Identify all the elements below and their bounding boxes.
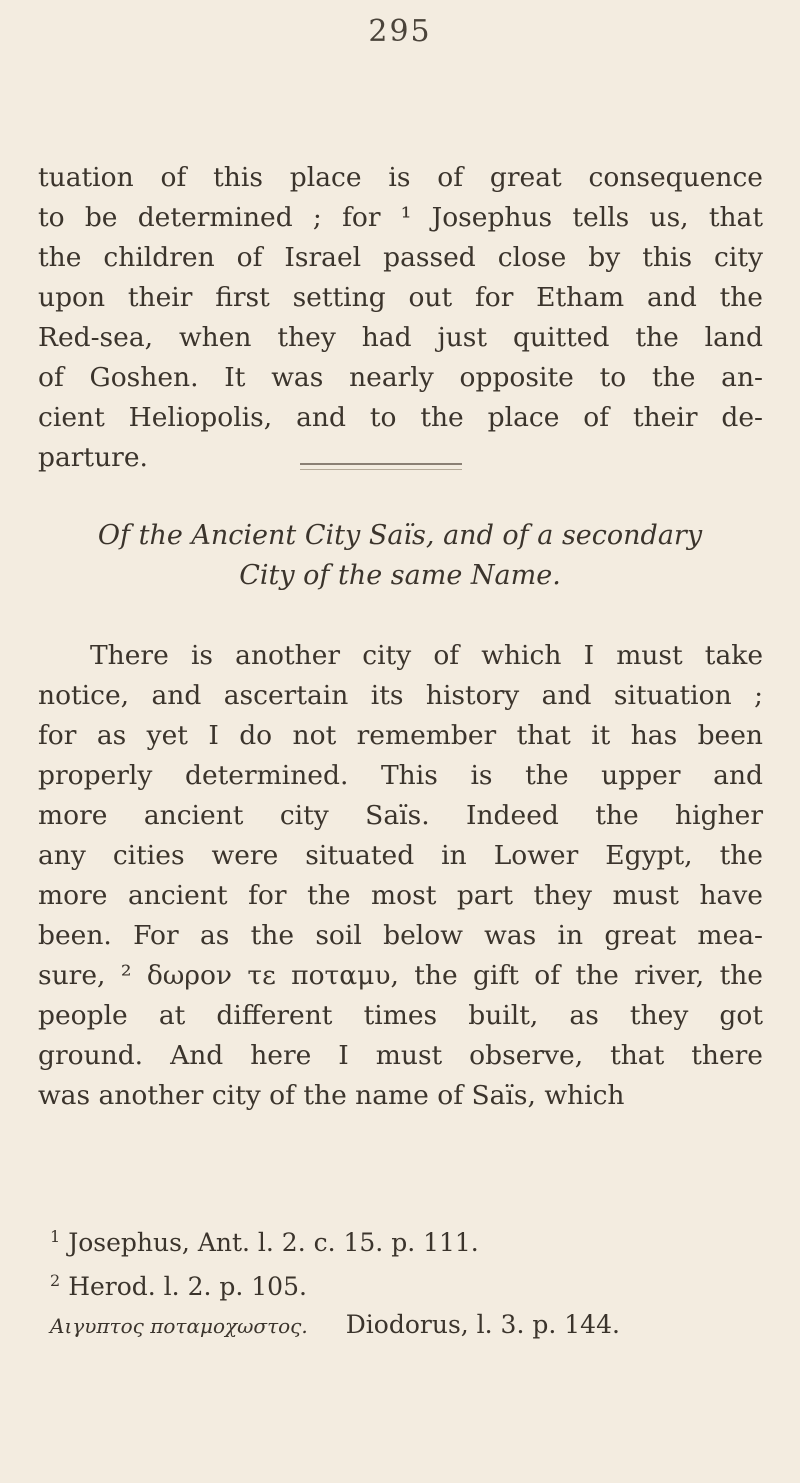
text-line: for as yet I do not remember that it has been (38, 720, 763, 751)
text-line: been. For as the soil below was in great mea- (38, 920, 763, 951)
text-line: people at different times built, as they got (38, 1000, 763, 1031)
footnote-text: Diodorus, l. 3. p. 144. (345, 1310, 620, 1339)
text-line: ground. And here I must observe, that there (38, 1040, 763, 1071)
text-line: properly determined. This is the upper and (38, 760, 763, 791)
paragraph-2 (38, 636, 763, 1116)
section-divider (300, 463, 462, 470)
text-line: upon their first setting out for Etham and the (38, 282, 763, 313)
footnote-3 (50, 1306, 770, 1345)
paragraph-1 (38, 158, 763, 478)
footnotes (50, 1218, 770, 1345)
text-line: the children of Israel passed close by this city (38, 242, 763, 273)
text-line: sure, ² δωρον τε ποταμυ, the gift of the river, the (38, 960, 763, 991)
text-line: Red-sea, when they had just quitted the land (38, 322, 763, 353)
footnote-greek: Αιγυπτος ποταμοχωστος. (50, 1314, 308, 1338)
text-line: cient Heliopolis, and to the place of their de- (38, 402, 763, 433)
footnote-mark: 1 (50, 1227, 61, 1246)
text-line: tuation of this place is of great consequence (38, 162, 763, 193)
page-number: 295 (368, 14, 432, 49)
text-line: was another city of the name of Saïs, which (38, 1080, 625, 1111)
footnote-mark: 2 (50, 1271, 61, 1290)
section-heading: City of the same Name. (239, 560, 561, 591)
footnote-2 (50, 1262, 770, 1306)
text-line: more ancient city Saïs. Indeed the higher (38, 800, 763, 831)
text-line: any cities were situated in Lower Egypt, the (38, 840, 763, 871)
footnote-1 (50, 1218, 770, 1262)
footnote-text: Josephus, Ant. l. 2. c. 15. p. 111. (68, 1228, 479, 1257)
section-heading: Of the Ancient City Saïs, and of a secondary (97, 520, 703, 551)
text-line: of Goshen. It was nearly opposite to the an- (38, 362, 763, 393)
text-line: There is another city of which I must take (90, 640, 763, 671)
text-line: notice, and ascertain its history and situation ; (38, 680, 763, 711)
text-line: more ancient for the most part they must have (38, 880, 763, 911)
text-line: parture. (38, 442, 148, 473)
text-line: to be determined ; for ¹ Josephus tells us, that (38, 202, 763, 233)
footnote-text: Herod. l. 2. p. 105. (68, 1272, 307, 1301)
